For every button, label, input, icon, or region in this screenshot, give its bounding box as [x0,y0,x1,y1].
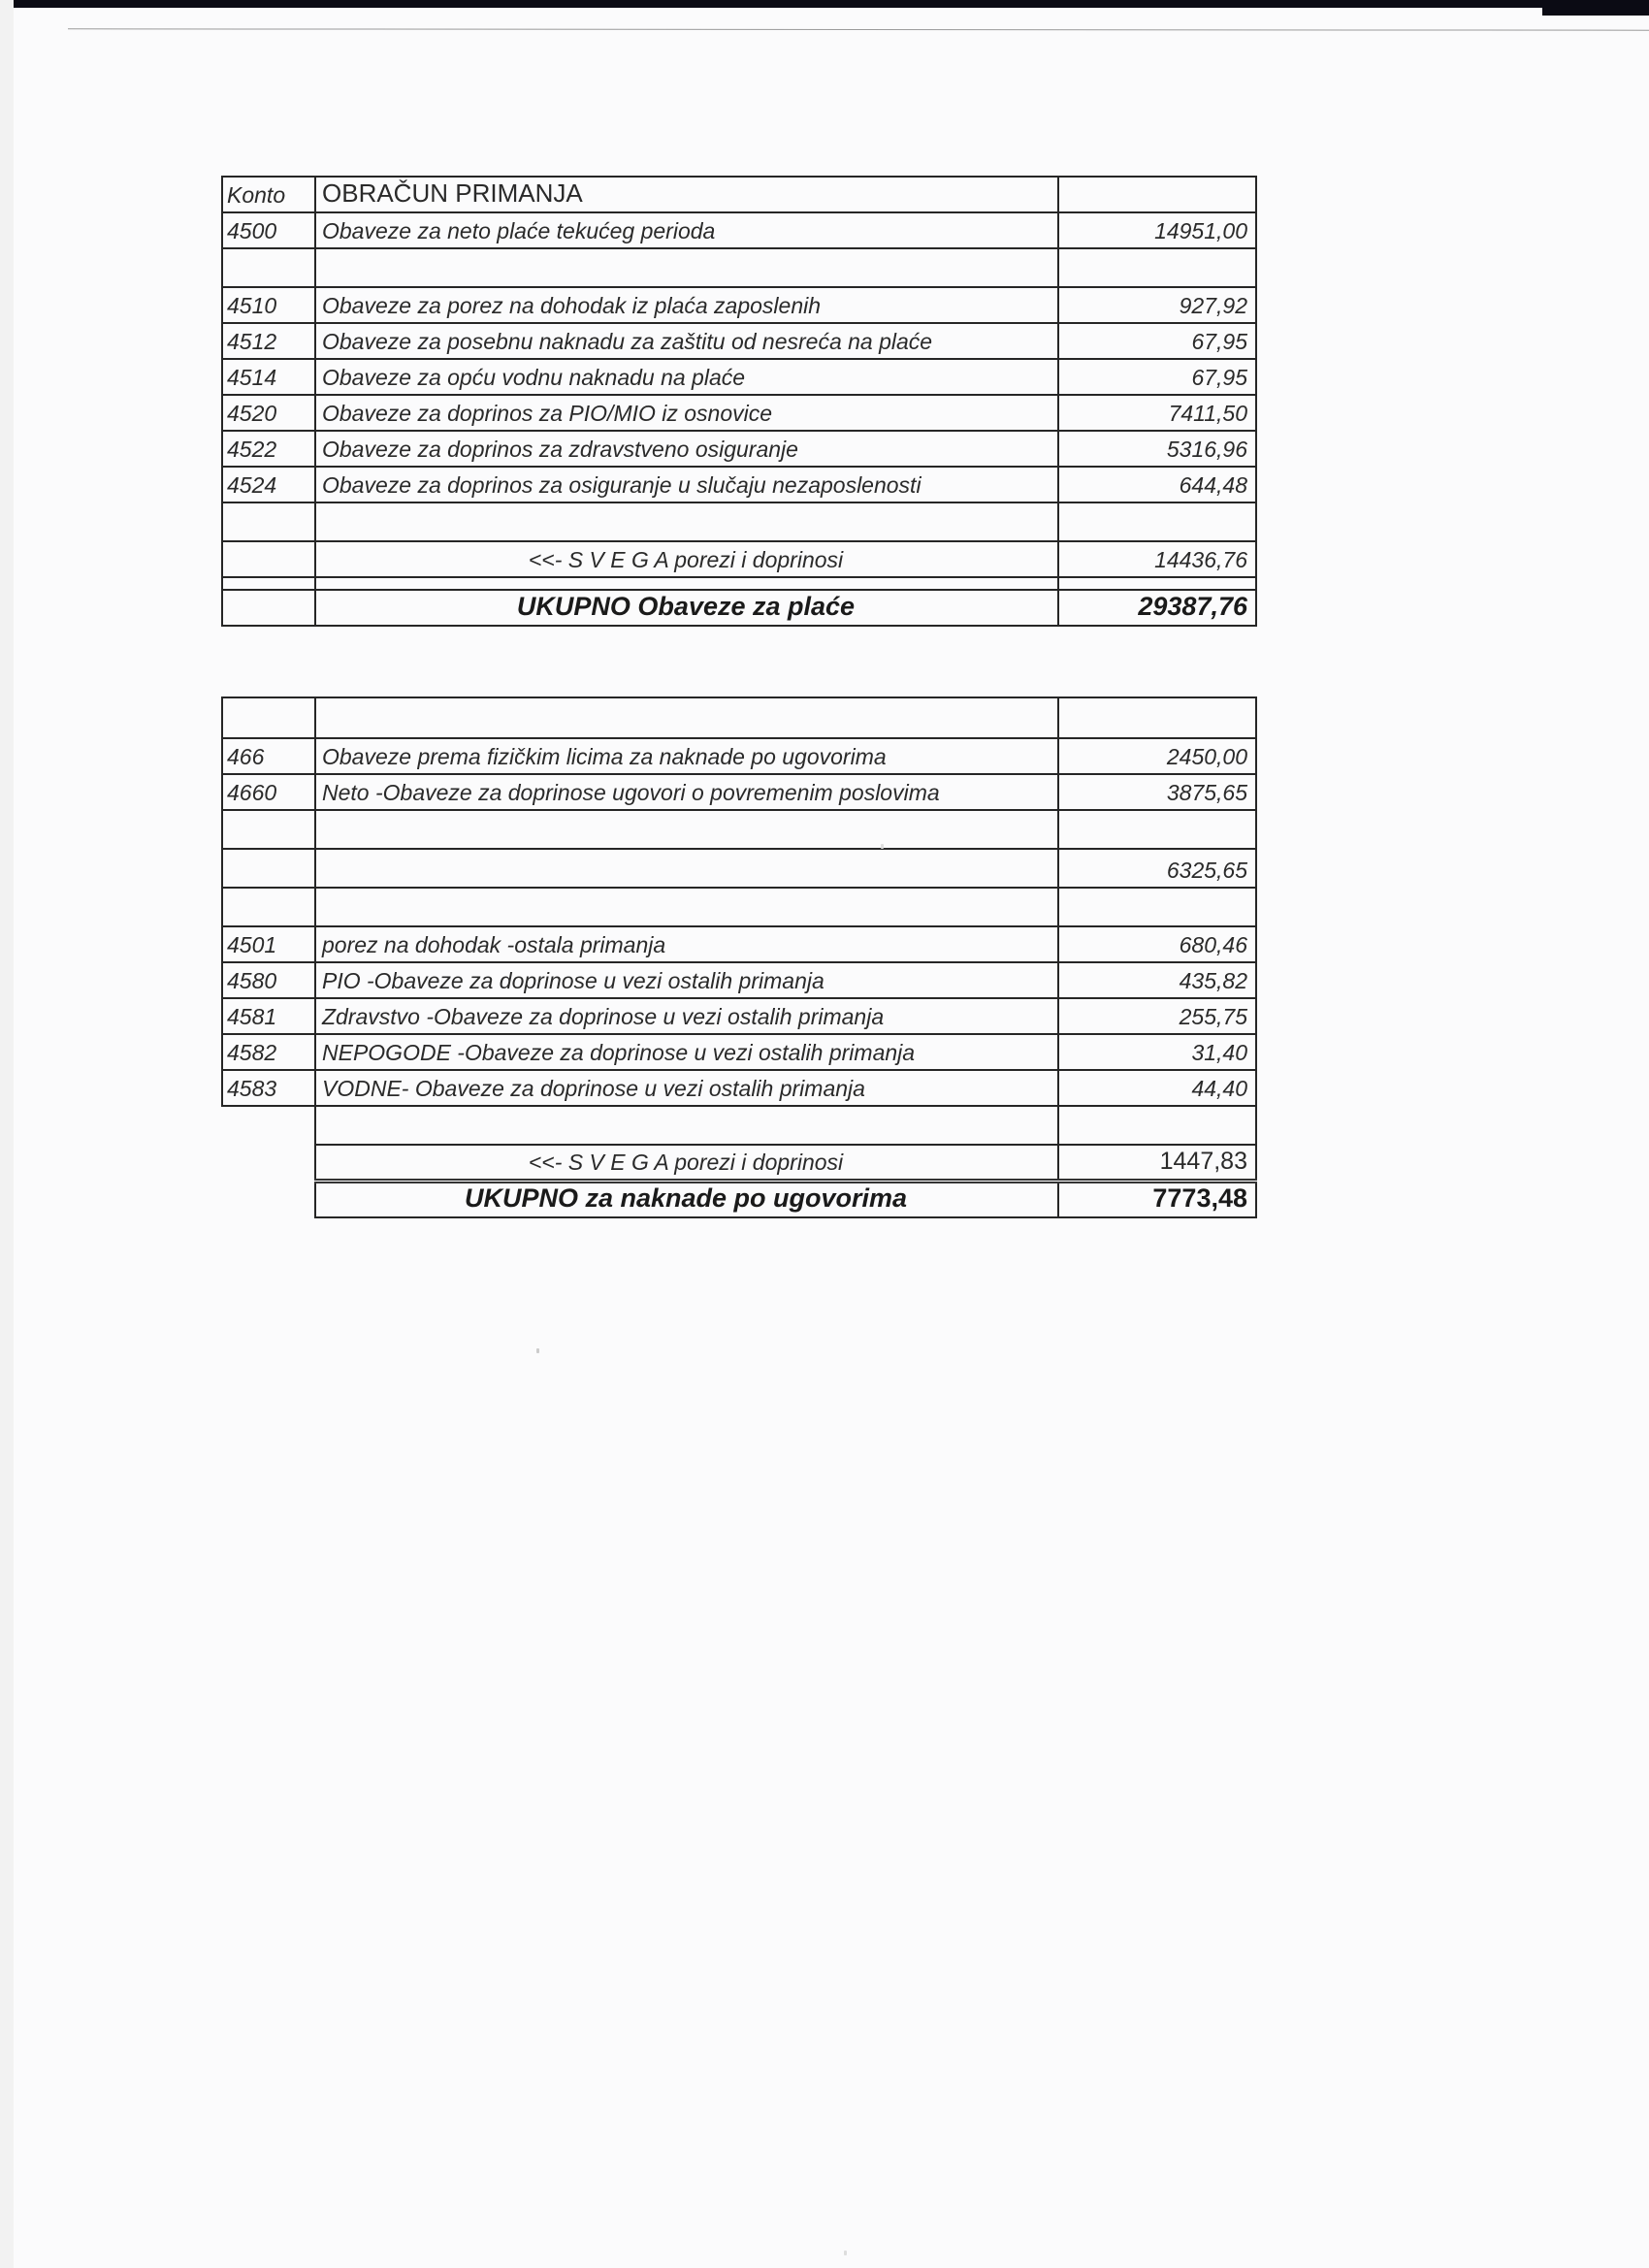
empty-cell [1058,248,1256,287]
contract-sum-amount: 6325,65 [1058,849,1256,888]
description-cell: Neto -Obaveze za doprinose ugovori o povremenim poslovima [315,774,1058,810]
empty-row [222,810,1256,849]
total-label: UKUPNO za naknade po ugovorima [315,1181,1058,1217]
page-rule [68,28,1649,30]
subtotal-amount: 14436,76 [1058,541,1256,577]
amount-cell: 5316,96 [1058,431,1256,467]
table-row [222,395,1256,431]
description-cell: Zdravstvo -Obaveze za doprinose u vezi ostalih primanja [315,998,1058,1034]
table-row [222,467,1256,502]
description-cell: Obaveze za doprinos za osiguranje u slučaju nezaposlenosti [315,467,1058,502]
amount-cell: 44,40 [1058,1070,1256,1106]
amount-cell: 2450,00 [1058,738,1256,774]
subtotal-label: <<- S V E G A porezi i doprinosi [315,1145,1058,1181]
empty-cell [222,1106,315,1145]
table-row [222,738,1256,774]
empty-cell [222,577,315,590]
konto-header: Konto [222,177,315,212]
total-row [222,1181,1256,1217]
scan-left-edge [0,0,14,2268]
empty-cell [315,1106,1058,1145]
amount-cell: 67,95 [1058,359,1256,395]
description-cell: VODNE- Obaveze za doprinose u vezi ostalih primanja [315,1070,1058,1106]
empty-cell [1058,1106,1256,1145]
total-label: UKUPNO Obaveze za plaće [315,590,1058,626]
description-cell: porez na dohodak -ostala primanja [315,926,1058,962]
empty-cell [315,849,1058,888]
table-row [222,359,1256,395]
empty-cell [222,502,315,541]
table-row [222,287,1256,323]
empty-cell [315,502,1058,541]
table-row [222,774,1256,810]
empty-cell [222,541,315,577]
amount-cell: 680,46 [1058,926,1256,962]
konto-cell: 466 [222,738,315,774]
empty-cell [315,577,1058,590]
contract-obligations-table [221,697,1257,1218]
konto-cell: 4501 [222,926,315,962]
empty-cell [315,248,1058,287]
konto-cell: 4660 [222,774,315,810]
description-cell: Obaveze za doprinos za zdravstveno osiguranje [315,431,1058,467]
empty-cell [222,849,315,888]
empty-cell [222,810,315,849]
total-row [222,590,1256,626]
empty-cell [315,810,1058,849]
amount-cell: 31,40 [1058,1034,1256,1070]
spacer-row [222,577,1256,590]
description-cell: PIO -Obaveze za doprinose u vezi ostalih primanja [315,962,1058,998]
scan-speck [536,1348,539,1353]
amount-cell: 7411,50 [1058,395,1256,431]
konto-cell: 4500 [222,212,315,248]
empty-row [222,697,1256,738]
description-cell: NEPOGODE -Obaveze za doprinose u vezi ostalih primanja [315,1034,1058,1070]
amount-cell: 927,92 [1058,287,1256,323]
amount-cell: 435,82 [1058,962,1256,998]
konto-cell: 4520 [222,395,315,431]
subtotal-row [222,1145,1256,1181]
konto-cell: 4582 [222,1034,315,1070]
table-row [222,1070,1256,1106]
scan-corner [1542,0,1649,16]
description-cell: Obaveze prema fizičkim licima za naknade po ugovorima [315,738,1058,774]
description-cell: Obaveze za neto plaće tekućeg perioda [315,212,1058,248]
empty-cell [1058,177,1256,212]
total-amount: 29387,76 [1058,590,1256,626]
empty-row [222,248,1256,287]
konto-cell: 4522 [222,431,315,467]
empty-cell [222,1181,315,1217]
empty-row [222,502,1256,541]
description-cell: Obaveze za posebnu naknadu za zaštitu od nesreća na plaće [315,323,1058,359]
empty-cell [222,697,315,738]
description-cell: Obaveze za doprinos za PIO/MIO iz osnovice [315,395,1058,431]
empty-cell [222,888,315,926]
amount-cell: 3875,65 [1058,774,1256,810]
konto-cell: 4581 [222,998,315,1034]
total-amount: 7773,48 [1058,1181,1256,1217]
empty-cell [315,697,1058,738]
empty-cell [1058,697,1256,738]
contract-sum-row [222,849,1256,888]
subtotal-amount: 1447,83 [1058,1145,1256,1181]
table-row [222,323,1256,359]
salary-obligations-table [221,176,1257,627]
scan-top-edge [0,0,1649,8]
empty-row [222,888,1256,926]
amount-cell: 644,48 [1058,467,1256,502]
table-row [222,926,1256,962]
konto-cell: 4583 [222,1070,315,1106]
description-cell: Obaveze za porez na dohodak iz plaća zaposlenih [315,287,1058,323]
konto-cell: 4524 [222,467,315,502]
table-row [222,212,1256,248]
table-row [222,962,1256,998]
description-cell: Obaveze za opću vodnu naknadu na plaće [315,359,1058,395]
empty-cell [1058,502,1256,541]
table-header-row [222,177,1256,212]
konto-cell: 4510 [222,287,315,323]
scan-speck [881,844,884,849]
empty-cell [315,888,1058,926]
amount-cell: 255,75 [1058,998,1256,1034]
empty-cell [1058,577,1256,590]
konto-cell: 4514 [222,359,315,395]
table-row [222,998,1256,1034]
empty-cell [222,1145,315,1181]
konto-cell: 4512 [222,323,315,359]
table-row [222,1034,1256,1070]
empty-cell [222,248,315,287]
amount-cell: 14951,00 [1058,212,1256,248]
empty-cell [1058,888,1256,926]
table-title: OBRAČUN PRIMANJA [315,177,1058,212]
table-row [222,431,1256,467]
empty-cell [222,590,315,626]
scan-speck [844,2251,847,2255]
empty-cell [1058,810,1256,849]
konto-cell: 4580 [222,962,315,998]
subtotal-row [222,541,1256,577]
subtotal-label: <<- S V E G A porezi i doprinosi [315,541,1058,577]
amount-cell: 67,95 [1058,323,1256,359]
empty-row [222,1106,1256,1145]
